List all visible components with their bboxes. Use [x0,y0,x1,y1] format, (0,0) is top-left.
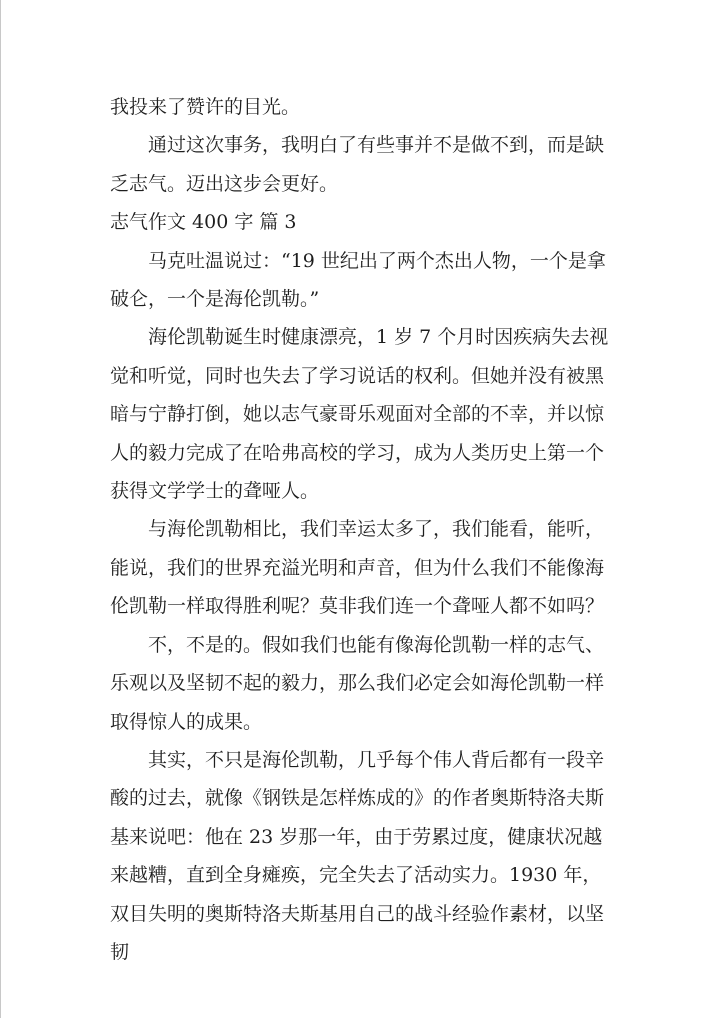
essay-heading: 志气作文 400 字 篇 3 [110,211,297,234]
paragraph-ostrovsky: 其实，不只是海伦凯勒，几乎每个伟人背后都有一段辛酸的过去，就像《钢铁是怎样炼成的》的作者奥斯特洛夫斯基来说吧：他在 23 岁那一年，由于劳累过度，健康状况越来越糟，直到全身瘫痪，完全失去了活动实力。1930 年，双目失明的奥斯特洛夫斯基用自己的战斗经验作素材，以坚韧 [110,748,605,963]
paragraph-helen-keller-bio: 海伦凯勒诞生时健康漂亮，1 岁 7 个月时因疾病失去视觉和听觉，同时也失去了学习说话的权利。但她并没有被黑暗与宁静打倒，她以志气豪哥乐观面对全部的不幸，并以惊人的毅力完成了在哈弗高校的学习，成为人类历史上第一个获得文学学士的聋哑人。 [110,326,609,503]
paragraph-reflection: 通过这次事务，我明白了有些事并不是做不到，而是缺乏志气。迈出这步会更好。 [110,134,605,195]
page-edge [0,0,1,1018]
paragraph-comparison: 与海伦凯勒相比，我们幸运太多了，我们能看，能听，能说，我们的世界充溢光明和声音，但为什么我们不能像海伦凯勒一样取得胜利呢？莫非我们连一个聋哑人都不如吗？ [110,518,605,618]
document-body [110,88,610,971]
paragraph-mark-twain-quote: 马克吐温说过：“19 世纪出了两个杰出人物，一个是拿破仑，一个是海伦凯勒。” [110,249,606,311]
paragraph-continuation: 我投来了赞许的目光。 [110,96,301,118]
paragraph-answer: 不，不是的。假如我们也能有像海伦凯勒一样的志气、乐观以及坚韧不起的毅力，那么我们必定会如海伦凯勒一样取得惊人的成果。 [110,633,605,733]
